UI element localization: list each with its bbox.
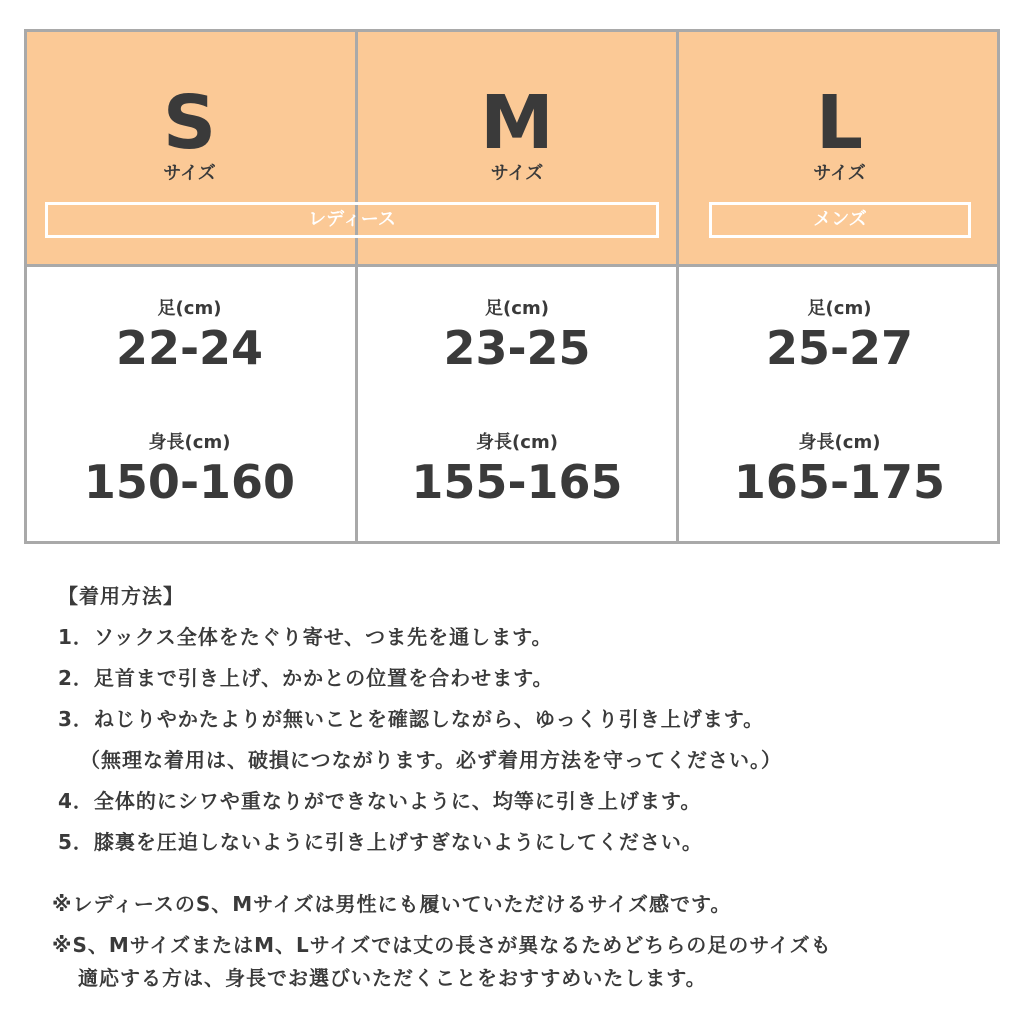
size-chart-table: [24, 29, 1000, 544]
height-label: 身長(cm): [476, 432, 558, 453]
size-column-s: [27, 32, 352, 541]
size-column-l: [682, 32, 997, 541]
size-note: ※レディースのS、Mサイズは男性にも履いていただけるサイズ感です。: [52, 892, 732, 916]
column-divider: [355, 32, 358, 541]
foot-label: 足(cm): [807, 298, 872, 319]
size-note: ※S、MサイズまたはM、Lサイズでは丈の長さが異なるためどちらの足のサイズも: [52, 933, 832, 957]
size-word: サイズ: [490, 163, 544, 184]
size-note-continued: 適応する方は、身長でお選びいただくことをおすすめいたします。: [78, 966, 707, 990]
size-letter: M: [480, 80, 554, 166]
size-column-m: [358, 32, 676, 541]
foot-label: 足(cm): [485, 298, 549, 319]
instruction-step: 1．ソックス全体をたぐり寄せ、つま先を通します。: [58, 625, 553, 649]
instruction-step: 5．膝裏を圧迫しないように引き上げすぎないようにしてください。: [58, 830, 703, 854]
mens-label-box: メンズ: [709, 202, 971, 238]
foot-label: 足(cm): [157, 298, 222, 319]
instruction-caution: （無理な着用は、破損につながります。必ず着用方法を守ってください。）: [80, 748, 782, 772]
column-divider: [676, 32, 679, 541]
foot-size-value: 25-27: [765, 321, 914, 375]
instruction-step: 4．全体的にシワや重なりができないように、均等に引き上げます。: [58, 789, 702, 813]
instruction-step: 3．ねじりやかたよりが無いことを確認しながら、ゆっくり引き上げます。: [58, 707, 765, 731]
foot-size-value: 23-25: [443, 321, 591, 375]
height-value: 155-165: [411, 455, 623, 509]
foot-size-value: 22-24: [115, 321, 264, 375]
size-word: サイズ: [813, 163, 866, 184]
height-value: 150-160: [83, 455, 296, 509]
size-letter: L: [815, 80, 864, 166]
ladies-label-box: レディース: [45, 202, 659, 238]
height-value: 165-175: [733, 455, 946, 509]
instruction-step: 2．足首まで引き上げ、かかとの位置を合わせます。: [58, 666, 554, 690]
size-word: サイズ: [163, 163, 216, 184]
instructions-heading: 【着用方法】: [58, 584, 184, 608]
header-divider: [27, 264, 997, 267]
height-label: 身長(cm): [798, 432, 881, 453]
size-letter: S: [162, 80, 217, 166]
height-label: 身長(cm): [148, 432, 231, 453]
